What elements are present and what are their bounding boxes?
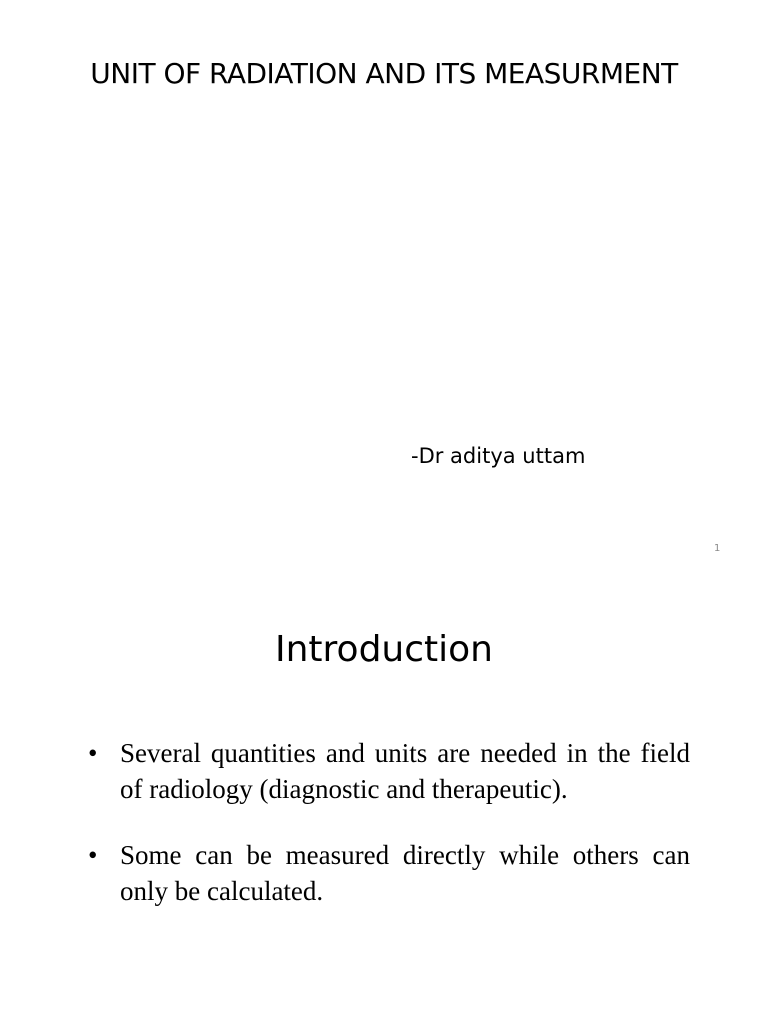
bullet-icon: • [88, 840, 98, 870]
bullet-list [88, 735, 690, 939]
slide-title: UNIT OF RADIATION AND ITS MEASURMENT [90, 57, 678, 90]
slide-heading: Introduction [274, 629, 493, 670]
bullet-item [88, 735, 690, 807]
author-name: -Dr aditya uttam [411, 444, 586, 468]
bullet-icon: • [88, 738, 98, 768]
introduction-slide [0, 570, 768, 1024]
bullet-text: Some can be measured directly while others can only be calculated. [120, 840, 690, 906]
bullet-item [88, 837, 690, 909]
bullet-text: Several quantities and units are needed in the field of radiology (diagnostic and therapeutic). [120, 738, 690, 804]
page-number: 1 [714, 543, 721, 554]
